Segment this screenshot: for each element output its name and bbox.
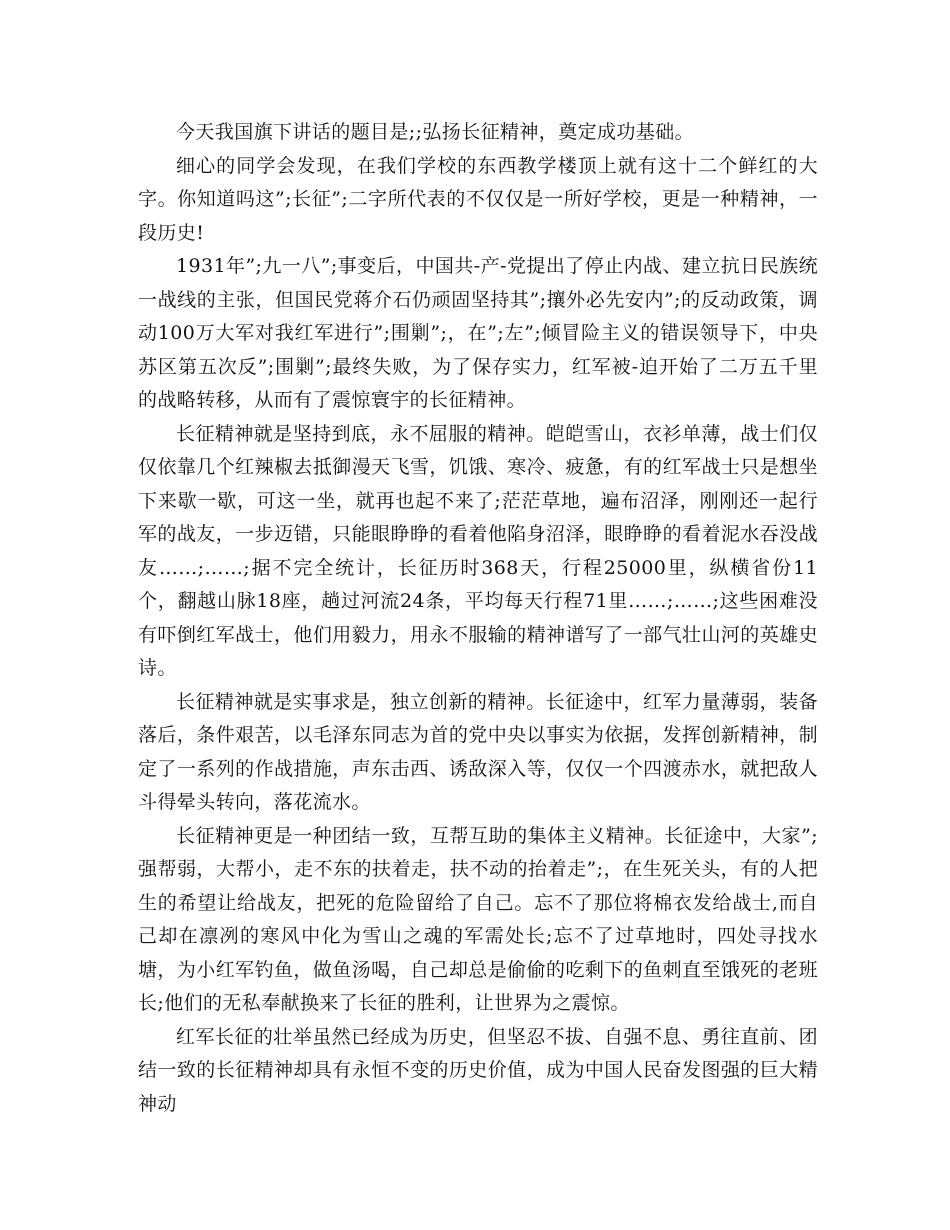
paragraph-6: 长征精神更是一种团结一致，互帮互助的集体主义精神。长征途中，大家”;强帮弱，大帮小，走不东的扶着走，扶不动的抬着走”;，在生死关头，有的人把生的希望让给战友，把死的危险留给了自己。忘不了那位将棉衣发给战士,而自己却在凛冽的寒风中化为雪山之魂的军需处长;忘不了过草地时，四处寻找水塘，为小红军钓鱼，做鱼汤喝，自己却总是偷偷的吃剩下的鱼刺直至饿死的老班长;他们的无私奉献换来了长征的胜利，让世界为之震惊。 xyxy=(138,824,818,1014)
paragraph-4: 长征精神就是坚持到底，永不屈服的精神。皑皑雪山，衣衫单薄，战士们仅仅依靠几个红辣椒去抵御漫天飞雪，饥饿、寒冷、疲惫，有的红军战士只是想坐下来歇一歇，可这一坐，就再也起不来了;茫茫草地，遍布沼泽，刚刚还一起行军的战友，一步迈错，只能眼睁睁的看着他陷身沼泽，眼睁睁的看着泥水吞没战友……;……;据不完全统计，长征历时368天，行程25000里，纵横省份11个，翻越山脉18座，趟过河流24条，平均每天行程71里……;……;这些困难没有吓倒红军战士，他们用毅力，用永不服输的精神谱写了一部气壮山河的英雄史诗。 xyxy=(138,422,818,679)
paragraph-1: 今天我国旗下讲话的题目是;;弘扬长征精神，奠定成功基础。 xyxy=(176,121,695,143)
paragraph-3: 1931年”;九一八”;事变后，中国共-产-党提出了停止内战、建立抗日民族统一战线的主张，但国民党蒋介石仍顽固坚持其”;攘外必先安内”;的反动政策，调动100万大军对我红军进行”;围剿”;，在”;左”;倾冒险主义的错误领导下，中央苏区第五次反”;围剿”;最终失败，为了保存实力，红军被-迫开始了二万五千里的战略转移，从而有了震惊寰宇的长征精神。 xyxy=(138,255,818,411)
paragraph-2: 细心的同学会发现，在我们学校的东西教学楼顶上就有这十二个鲜红的大字。你知道吗这”;长征”;二字所代表的不仅仅是一所好学校，更是一种精神，一段历史! xyxy=(138,154,818,244)
paragraph-5: 长征精神就是实事求是，独立创新的精神。长征途中，红军力量薄弱，装备落后，条件艰苦，以毛泽东同志为首的党中央以事实为依据，发挥创新精神，制定了一系列的作战措施，声东击西、诱敌深入等，仅仅一个四渡赤水，就把敌人斗得晕头转向，落花流水。 xyxy=(138,690,818,813)
paragraph-7: 红军长征的壮举虽然已经成为历史，但坚忍不拔、自强不息、勇往直前、团结一致的长征精神却具有永恒不变的历史价值，成为中国人民奋发图强的巨大精神动 xyxy=(138,1025,818,1115)
document-body xyxy=(138,116,818,1121)
